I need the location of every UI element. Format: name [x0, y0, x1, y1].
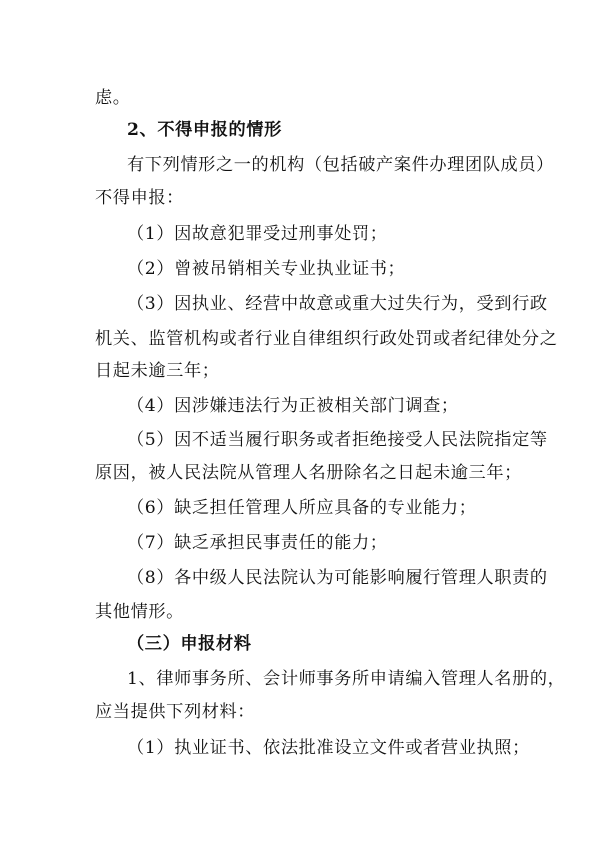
- paragraph-line: 有下列情形之一的机构（包括破产案件办理团队成员）: [127, 155, 554, 175]
- section-heading: （三）申报材料: [127, 634, 252, 654]
- list-item: （3）因执业、经营中故意或重大过失行为，受到行政: [127, 294, 548, 314]
- list-item-continuation: 日起未逾三年；: [95, 361, 220, 381]
- paragraph-line: 不得申报：: [95, 188, 184, 208]
- list-item-continuation: 其他情形。: [95, 602, 184, 622]
- list-item: （8）各中级人民法院认为可能影响履行管理人职责的: [127, 568, 548, 588]
- paragraph-line: 1、律师事务所、会计师事务所申请编入管理人名册的，: [127, 669, 566, 689]
- list-item: （1）执业证书、依法批准设立文件或者营业执照；: [127, 738, 530, 758]
- section-heading: 2、不得申报的情形: [127, 120, 282, 140]
- list-item: （5）因不适当履行职务或者拒绝接受人民法院指定等: [127, 430, 548, 450]
- paragraph-line: 虑。: [95, 88, 131, 108]
- list-item: （6）缺乏担任管理人所应具备的专业能力；: [127, 498, 477, 518]
- list-item-continuation: 机关、监管机构或者行业自律组织行政处罚或者纪律处分之: [95, 329, 558, 349]
- list-item: （2）曾被吊销相关专业执业证书；: [127, 259, 406, 279]
- list-item: （4）因涉嫌违法行为正被相关部门调查；: [127, 396, 459, 416]
- list-item: （1）因故意犯罪受过刑事处罚；: [127, 224, 388, 244]
- paragraph-line: 应当提供下列材料：: [95, 702, 256, 722]
- list-item-continuation: 原因，被人民法院从管理人名册除名之日起未逾三年；: [95, 463, 522, 483]
- list-item: （7）缺乏承担民事责任的能力；: [127, 533, 388, 553]
